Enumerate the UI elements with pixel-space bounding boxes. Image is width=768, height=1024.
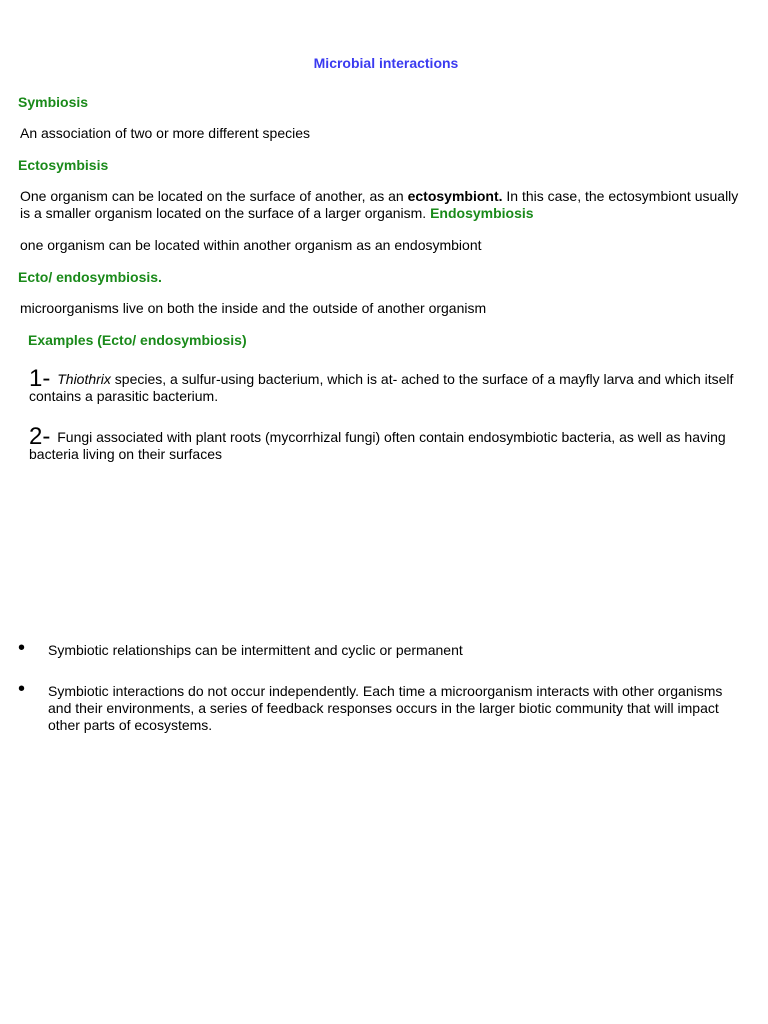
bullet-dot-2: • (18, 678, 26, 700)
example-1-genus: Thiothrix (57, 371, 111, 387)
endosymbiosis-definition: one organism can be located within another organism as an endosymbiont (20, 237, 482, 253)
bullet-item-2: Symbiotic interactions do not occur independently. Each time a microorganism interacts with other organisms and their environments, a series of feedback responses occurs in the larger biotic community that will impact other parts of ecosystems. (48, 683, 723, 733)
example-item-1 (29, 365, 754, 405)
ecto-endosymbiosis-definition: microorganisms live on both the inside and the outside of another organism (20, 300, 487, 316)
heading-ectosymbiosis: Ectosymbisis (18, 157, 109, 173)
bullet-dot-1: • (18, 637, 26, 659)
ectosymbiosis-text-after: In this case, the ectosymbiont usually is a smaller organism located on the surface of a larger organism. (20, 188, 739, 221)
heading-examples: Examples (Ecto/ endosymbiosis) (28, 332, 247, 348)
symbiosis-definition: An association of two or more different species (20, 125, 311, 141)
bullet-item-1: Symbiotic relationships can be intermittent and cyclic or permanent (48, 642, 463, 658)
example-1-text: species, a sulfur-using bacterium, which is at- ached to the surface of a mayfly larva and which itself contains a parasitic bacterium. (29, 371, 734, 404)
example-item-2 (29, 423, 754, 463)
heading-symbiosis: Symbiosis (18, 94, 89, 110)
ectosymbiont-term: ectosymbiont. (407, 188, 503, 204)
example-number-1: 1- (29, 365, 51, 392)
ectosymbiosis-definition (20, 188, 752, 222)
example-2-text: Fungi associated with plant roots (mycorrhizal fungi) often contain endosymbiotic bacteria, as well as having bacteria living on their surfaces (29, 429, 726, 462)
ectosymbiosis-text-before: One organism can be located on the surface of another, as an (20, 188, 408, 204)
example-number-2: 2- (29, 423, 51, 450)
page-title: Microbial interactions (313, 55, 459, 71)
heading-ecto-endosymbiosis: Ecto/ endosymbiosis. (18, 269, 162, 285)
heading-endosymbiosis: Endosymbiosis (430, 205, 534, 221)
